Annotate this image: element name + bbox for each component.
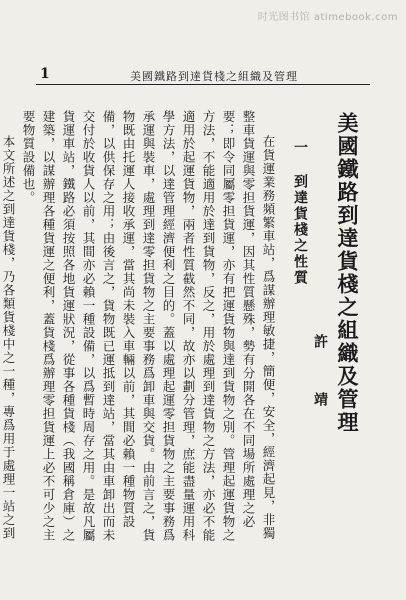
body-paragraph: 本文所述之到達貨棧，乃各類貨棧中之一種，專爲用于處理一站之到 <box>1 135 16 540</box>
article-title: 美國鐵路到達貨棧之組織及管理 <box>335 112 359 434</box>
running-header: 美國鐵路到達貨棧之組織及管理 <box>130 70 298 83</box>
watermark: 时光图书馆 atimebook.com <box>257 12 398 23</box>
section-heading: 一 到達貨棧之性質 <box>292 140 308 286</box>
article-author: 許 靖 <box>312 334 328 420</box>
body-paragraph: 在貨運業務頻繁車站，爲謀辦理敏捷，簡便，安全，經濟起見，非獨整車貨運與零担貨運，因其性質懸殊，勢有分開各在不同場所處理之必要；即令同屬零担貨運，亦有把運貨物與達到貨物之別。管理起運貨物之方法，不能適用於達到貨物，反之，用於處理到達貨物之方法，亦必不能適用於起運貨物，兩者性質截然不同，故亦以劃分管理，庶能盡量運用科學方法，以達管理經濟便利之目的。蓋以處理起運零担貨物之主要事務爲承運與裝車，處理到達零担貨物之主要事務爲卸車與交貨。由前言之，貨物既由托運人接收承運，當其尚未裝入車輛以前，其間必賴一種物質設備，以供保存之用；由後言之，貨物既已運抵到達站，當其由車卸出而未交付於收貨人以前，其間亦必賴一種設備，以爲暫時周存之用。是故凡屬貨運車站，鐵路必須按照各地貨運狀況，從事各種貨棧（我國稱倉庫）之建築，以謀辦理各種貨運之便利，蓋貨棧爲辦理零担貨運上必不可少之主要物質設備也。 <box>21 110 276 542</box>
header-rule <box>36 84 370 85</box>
page-number: 1 <box>40 66 50 82</box>
article-body <box>1 110 278 550</box>
